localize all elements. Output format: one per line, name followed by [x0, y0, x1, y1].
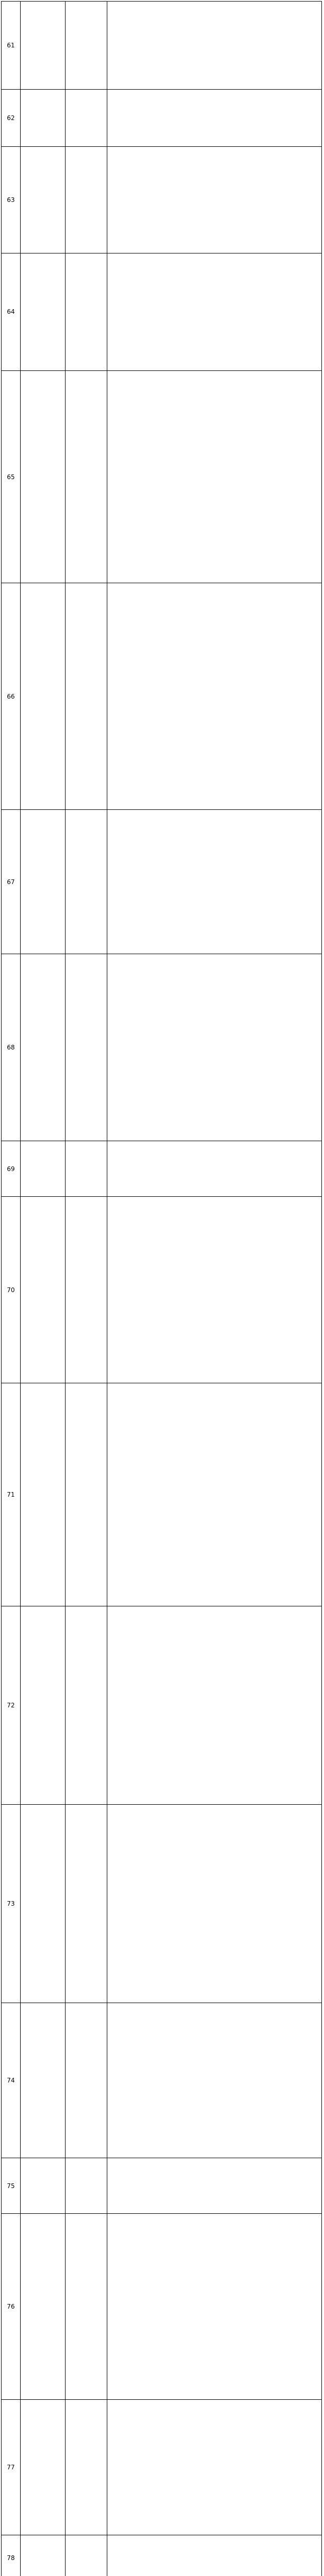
publication-number	[21, 583, 66, 810]
publication-number	[21, 2214, 66, 2400]
row-number: 74	[2, 2003, 21, 2158]
patent-abstract	[107, 2535, 322, 2576]
patent-abstract	[107, 253, 322, 371]
table-row	[2, 954, 322, 1141]
patent-table-body	[2, 2, 322, 2576]
table-row	[2, 1383, 322, 1606]
publication-number	[21, 2400, 66, 2535]
patent-title	[66, 1805, 107, 2003]
patent-abstract	[107, 89, 322, 146]
table-row	[2, 89, 322, 146]
table-row	[2, 2400, 322, 2535]
publication-number	[21, 1141, 66, 1197]
patent-title	[66, 2158, 107, 2214]
publication-number	[21, 2535, 66, 2576]
patent-title	[66, 371, 107, 583]
row-number: 76	[2, 2214, 21, 2400]
table-row	[2, 146, 322, 253]
patent-title	[66, 1383, 107, 1606]
table-row	[2, 371, 322, 583]
patent-abstract	[107, 583, 322, 810]
patent-abstract	[107, 146, 322, 253]
publication-number	[21, 89, 66, 146]
patent-table	[1, 1, 322, 2576]
patent-title	[66, 2535, 107, 2576]
patent-abstract	[107, 1606, 322, 1804]
patent-title	[66, 1606, 107, 1804]
row-number: 78	[2, 2535, 21, 2576]
table-row	[2, 2535, 322, 2576]
publication-number	[21, 1606, 66, 1804]
patent-abstract	[107, 1383, 322, 1606]
publication-number	[21, 146, 66, 253]
patent-title	[66, 89, 107, 146]
patent-title	[66, 810, 107, 954]
patent-abstract	[107, 2158, 322, 2214]
table-row	[2, 2214, 322, 2400]
publication-number	[21, 1805, 66, 2003]
patent-title	[66, 253, 107, 371]
row-number: 68	[2, 954, 21, 1141]
row-number: 69	[2, 1141, 21, 1197]
patent-abstract	[107, 954, 322, 1141]
patent-title	[66, 1141, 107, 1197]
patent-abstract	[107, 1197, 322, 1383]
publication-number	[21, 1197, 66, 1383]
patent-title	[66, 2, 107, 90]
row-number: 77	[2, 2400, 21, 2535]
patent-abstract	[107, 2003, 322, 2158]
table-row	[2, 583, 322, 810]
row-number: 67	[2, 810, 21, 954]
publication-number	[21, 2, 66, 90]
row-number: 64	[2, 253, 21, 371]
patent-abstract	[107, 1805, 322, 2003]
row-number: 65	[2, 371, 21, 583]
row-number: 72	[2, 1606, 21, 1804]
patent-abstract	[107, 371, 322, 583]
patent-abstract	[107, 810, 322, 954]
patent-title	[66, 2214, 107, 2400]
publication-number	[21, 2158, 66, 2214]
table-row	[2, 1805, 322, 2003]
publication-number	[21, 1383, 66, 1606]
table-row	[2, 2158, 322, 2214]
patent-title	[66, 1197, 107, 1383]
publication-number	[21, 954, 66, 1141]
row-number: 63	[2, 146, 21, 253]
patent-title	[66, 2003, 107, 2158]
patent-abstract	[107, 2400, 322, 2535]
publication-number	[21, 253, 66, 371]
patent-abstract	[107, 2214, 322, 2400]
row-number: 62	[2, 89, 21, 146]
row-number: 66	[2, 583, 21, 810]
patent-title	[66, 2400, 107, 2535]
publication-number	[21, 2003, 66, 2158]
publication-number	[21, 810, 66, 954]
patent-title	[66, 954, 107, 1141]
patent-abstract	[107, 1141, 322, 1197]
table-row	[2, 810, 322, 954]
table-row	[2, 1141, 322, 1197]
table-row	[2, 1606, 322, 1804]
table-row	[2, 1197, 322, 1383]
patent-title	[66, 583, 107, 810]
patent-abstract	[107, 2, 322, 90]
row-number: 73	[2, 1805, 21, 2003]
row-number: 61	[2, 2, 21, 90]
row-number: 75	[2, 2158, 21, 2214]
row-number: 71	[2, 1383, 21, 1606]
row-number: 70	[2, 1197, 21, 1383]
publication-number	[21, 371, 66, 583]
table-row	[2, 253, 322, 371]
table-row	[2, 2, 322, 90]
table-row	[2, 2003, 322, 2158]
patent-title	[66, 146, 107, 253]
